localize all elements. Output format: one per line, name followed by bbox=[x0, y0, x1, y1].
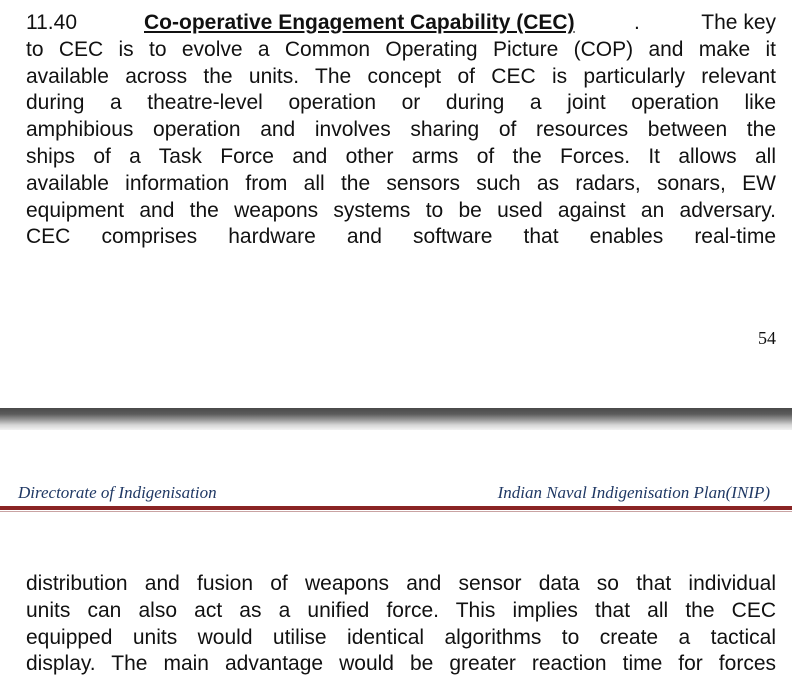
text-line: available information from all the sensors such as radars, sonars, EW bbox=[26, 171, 776, 195]
text-line: CEC comprises hardware and software that enables real-time bbox=[26, 225, 776, 249]
text-line: units can also act as a unified force. This implies that all the CEC bbox=[26, 598, 776, 622]
text-line: available across the units. The concept of CEC is particularly relevant bbox=[26, 64, 776, 88]
paragraph-11-40 bbox=[26, 10, 776, 251]
paragraph-heading: Co-operative Engagement Capability (CEC) bbox=[144, 11, 575, 34]
text-line: display. The main advantage would be greater reaction time for forces bbox=[26, 652, 776, 676]
text-line: ships of a Task Force and other arms of the Forces. It allows all bbox=[26, 144, 776, 168]
text-line: equipped units would utilise identical algorithms to create a tactical bbox=[26, 625, 776, 649]
header-rule-thin bbox=[0, 511, 792, 512]
text-line: during a theatre-level operation or during a joint operation like bbox=[26, 91, 776, 115]
heading-period: . bbox=[634, 11, 640, 34]
text-line: distribution and fusion of weapons and sensor data so that individual bbox=[26, 572, 776, 595]
text-line: amphibious operation and involves sharing of resources between the bbox=[26, 118, 776, 142]
header-directorate: Directorate of Indigenisation bbox=[18, 483, 217, 502]
page-separator bbox=[0, 408, 792, 430]
paragraph-continuation bbox=[26, 571, 776, 678]
text-line: equipment and the weapons systems to be used against an adversary. bbox=[26, 198, 776, 222]
text-line: to CEC is to evolve a Common Operating Picture (COP) and make it bbox=[26, 37, 776, 61]
paragraph-first-line bbox=[26, 10, 776, 37]
header-document-title: Indian Naval Indigenisation Plan(INIP) bbox=[497, 483, 770, 502]
header-rule bbox=[0, 506, 792, 510]
page-number: 54 bbox=[758, 328, 776, 348]
first-line-tail: The key bbox=[701, 11, 776, 34]
paragraph-number: 11.40 bbox=[26, 11, 77, 34]
